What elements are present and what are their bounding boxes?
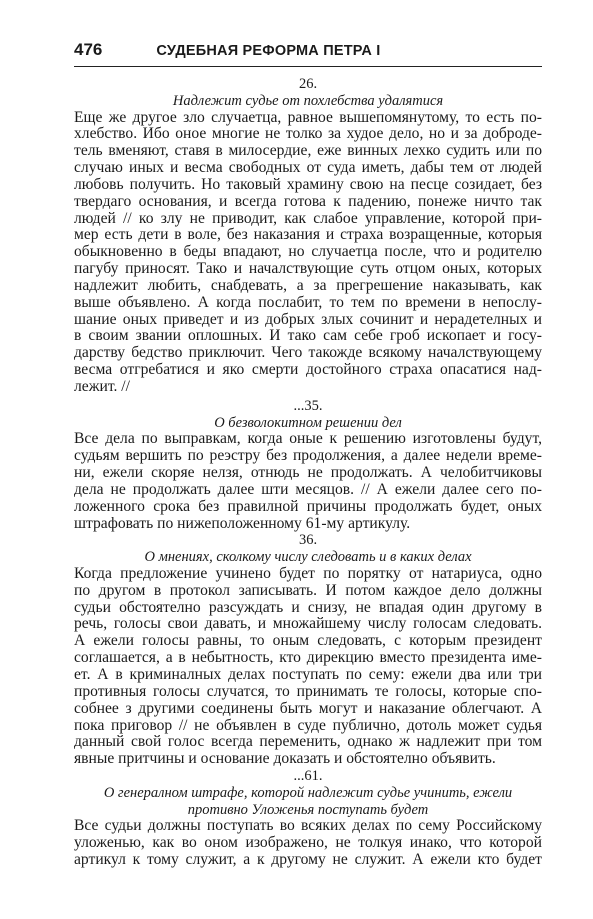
article-title-line: противно Уложенья поступать будет	[187, 801, 429, 818]
text-line: твердаго основания, и всегда готова к падению, понеже ничто так	[74, 192, 542, 210]
text-line: явные притчины и основание доказать и обстоятелно объявить.	[74, 750, 496, 768]
text-line: выше объявлено. А когда послабит, то тем по времени в непослу-	[74, 293, 542, 311]
text-line: Когда предложение учинено будет по порятку от натариуса, одно	[74, 564, 542, 582]
text-line: по другом в протокол записывать. И потом каждое дело должны	[74, 581, 542, 599]
text-line: дела не продолжать далее шти месяцов. // А ежели далее сего по-	[74, 480, 542, 498]
text-line: ет. А в криминалных делах поступать по сему: ежели два или три	[74, 665, 542, 683]
text-line: судьи обстоятелно разсуждать и снизу, не впадая один другому в	[74, 598, 542, 616]
text-line: Все судьи должны поступать во всяких делах по сему Российскому	[74, 817, 542, 835]
text-line: судьям вершить по реэстру без продолжения, а далее недели време-	[74, 447, 542, 465]
text-line: данный свой голос всегда переменить, однако ж надлежит при том	[74, 733, 542, 751]
text-line: людей // ко злу не приводит, как слабое управление, которой при-	[74, 209, 542, 227]
article-title-line: О генералном штрафе, которой надлежит судье учинить, ежели	[103, 785, 513, 802]
text-line: шание оных приведет и из добрых злых сочинит и нерадетелных и	[74, 310, 542, 328]
text-line: в своим звании оплошных. И тако сам себе гроб ископает и госу-	[74, 327, 542, 345]
article-body	[74, 431, 542, 532]
text-line: соглашается, а в небытность, кто дирекцию вместо президента име-	[74, 649, 542, 667]
text-line: лежит. //	[74, 378, 130, 395]
text-line: противныя голосы случатся, то принимать те голосы, которые спо-	[74, 682, 542, 700]
page-number: 476	[74, 40, 103, 59]
running-title: СУДЕБНАЯ РЕФОРМА ПЕТРА I	[156, 43, 381, 59]
article-26	[74, 76, 542, 396]
article-body	[74, 110, 542, 396]
text-line: надлежит любить, снабдевать, а за прегрешение наказывать, как	[74, 276, 542, 294]
text-line: собнее з другими соединены быть могут и наказание облегчают. А	[74, 699, 542, 717]
article-title: О мнениях, сколкому числу следовать и в каких делах	[144, 549, 472, 566]
text-line: случаю иных и весма свободных от суда иметь, дабы тем от людей	[74, 159, 542, 177]
article-number: 26.	[298, 76, 318, 92]
article-paragraph	[74, 110, 542, 396]
text-line: хлебство. Ибо оное многие не толко за худое дело, но и за доброде-	[74, 125, 542, 143]
book-page	[74, 40, 542, 869]
article-body	[74, 566, 542, 768]
article-36	[74, 532, 542, 768]
text-line: тель вменяют, ставя в милосердие, еже винных лехко судить или по	[74, 142, 542, 160]
text-line: весма отгребатися и яко смерти достойного страха опасатися над-	[74, 361, 542, 379]
article-61	[74, 768, 542, 869]
text-line: Все дела по выправкам, когда оные к решению изготовлены будут,	[74, 430, 542, 448]
text-line: любовь получить. Но таковый храмину свою на песце созидает, без	[74, 175, 542, 193]
page-content	[74, 76, 542, 869]
text-line: обыкновенно в беды впадают, но случаетца после, что и родителю	[74, 243, 542, 261]
article-35	[74, 398, 542, 533]
running-header	[74, 40, 542, 67]
text-line: пока приговор // не объявлен в суде публично, дотоль может судья	[74, 716, 542, 734]
article-body	[74, 818, 542, 869]
article-paragraph	[74, 566, 542, 768]
article-number: ...61.	[293, 768, 323, 785]
text-line: дарству бедство приключит. Чего такожде всякому началствующему	[74, 344, 542, 362]
article-number: ...35.	[293, 397, 323, 414]
text-line: А ежели голосы равны, то оным следовать, с которым президент	[74, 632, 542, 650]
text-line: Еще же другое зло случаетца, равное вышепомянутому, то есть по-	[74, 108, 542, 126]
text-line: речь, голосы свои давать, и множайшему числу голосам следовать.	[74, 615, 542, 633]
text-line: ни, ежели скоряе нелзя, отнюдь не продолжать. А челобитчиковы	[74, 464, 542, 482]
text-line: ложенного срока без правилной причины продолжать будет, оных	[74, 497, 542, 515]
text-line: артикул к тому служит, а к другому не служит. А ежели кто будет	[74, 850, 542, 868]
article-paragraph	[74, 431, 542, 532]
article-paragraph	[74, 818, 542, 869]
text-line: пагубу приносят. Тако и началствующие суть отцом оных, которых	[74, 260, 542, 278]
article-title: О безволокитном решении дел	[214, 414, 402, 431]
text-line: уложенью, как во оном изображено, не толкуя инако, что которой	[74, 833, 542, 851]
article-title: Надлежит судье от похлебства удалятися	[172, 93, 444, 109]
text-line: мер есть дети в воле, без наказания и страха возращенные, которыя	[74, 226, 542, 244]
article-number: 36.	[298, 532, 318, 549]
text-line: штрафовать по нижеположенному 61-му артикулу.	[74, 514, 411, 532]
